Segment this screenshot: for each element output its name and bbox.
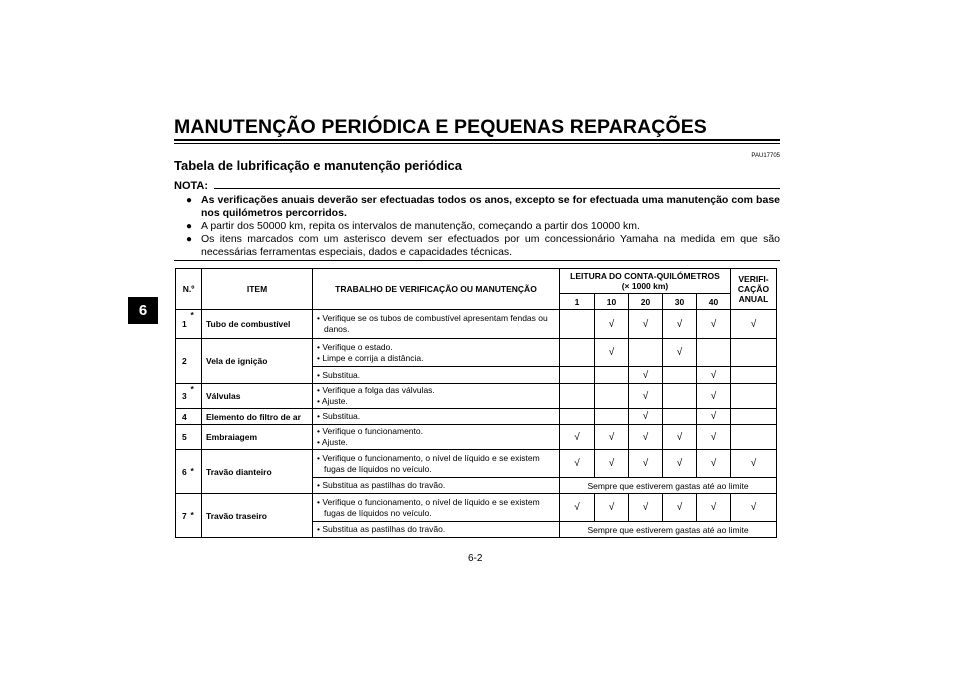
row-number: 1 [176, 310, 191, 339]
page-number: 6-2 [468, 553, 483, 564]
nota-item-text: As verificações anuais deverão ser efectuadas todos os anos, excepto se for efectuada uma manutenção com base nos quilómetros percorridos. [201, 194, 780, 219]
bullet-icon: ● [186, 195, 193, 206]
check-cell [560, 367, 595, 384]
asterisk: * [191, 494, 202, 538]
check-cell: √ [697, 450, 731, 478]
check-cell [560, 384, 595, 409]
check-cell: √ [663, 450, 697, 478]
table-row [176, 425, 777, 450]
check-cell: √ [560, 425, 595, 450]
check-cell [560, 310, 595, 339]
check-cell: √ [595, 425, 629, 450]
row-item: Tubo de combustível [202, 310, 313, 339]
check-cell: √ [663, 425, 697, 450]
check-cell: √ [697, 310, 731, 339]
check-cell: √ [663, 339, 697, 367]
row-work [313, 425, 560, 450]
header-odometer-unit: (× 1000 km) [621, 281, 669, 291]
header-odometer-label: LEITURA DO CONTA-QUILÓMETROS [570, 271, 720, 281]
check-cell: √ [629, 494, 663, 522]
check-cell [663, 384, 697, 409]
work-line: • Substitua as pastilhas do travão. [317, 524, 446, 534]
row-number: 7 [176, 494, 191, 538]
row-item: Vela de ignição [202, 339, 313, 384]
table-row [176, 339, 777, 367]
header-work: TRABALHO DE VERIFICAÇÃO OU MANUTENÇÃO [313, 269, 560, 310]
maintenance-table [175, 268, 777, 538]
row-number: 5 [176, 425, 191, 450]
check-cell [731, 339, 777, 367]
row-number: 3 [176, 384, 191, 409]
row-number: 4 [176, 409, 191, 425]
asterisk: * [191, 450, 202, 494]
check-cell [595, 409, 629, 425]
nota-end-rule [174, 260, 780, 261]
bullet-icon: ● [186, 221, 193, 232]
nota-item-text: Os itens marcados com um asterisco devem ser efectuados por um concessionário Yamaha na medida em que são necessárias ferramentas especiais, dados e capacidades técnicas. [201, 233, 780, 258]
nota-item-text: A partir dos 50000 km, repita os intervalos de manutenção, começando a partir dos 10000 km. [201, 220, 640, 232]
check-cell: √ [731, 310, 777, 339]
header-item: ITEM [202, 269, 313, 310]
header-interval: 10 [595, 294, 629, 310]
asterisk: * [191, 310, 202, 339]
check-cell: √ [697, 494, 731, 522]
row-work [313, 478, 560, 494]
page-title: MANUTENÇÃO PERIÓDICA E PEQUENAS REPARAÇÕES [174, 116, 707, 138]
nota-label: NOTA: [174, 180, 209, 192]
header-interval: 40 [697, 294, 731, 310]
check-cell: √ [595, 339, 629, 367]
table-row [176, 384, 777, 409]
asterisk [191, 409, 202, 425]
chapter-tab: 6 [128, 297, 158, 324]
check-cell [663, 367, 697, 384]
work-line: • Ajuste. [317, 437, 348, 447]
check-cell: √ [595, 450, 629, 478]
header-odometer [560, 269, 731, 294]
check-cell: √ [629, 310, 663, 339]
nota-item [186, 194, 780, 220]
work-line: • Substitua. [317, 369, 361, 380]
row-work [313, 494, 560, 522]
work-line: • Verifique o estado. [317, 341, 393, 352]
nota-rule [214, 188, 780, 189]
check-cell: √ [663, 494, 697, 522]
work-line: • Ajuste. [317, 396, 348, 406]
check-cell [731, 409, 777, 425]
row-work [313, 310, 560, 339]
check-cell: √ [697, 384, 731, 409]
header-annual: VERIFI-CAÇÃO ANUAL [731, 269, 777, 310]
title-rule [174, 139, 780, 141]
interval-note: Sempre que estiverem gastas até ao limite [560, 478, 777, 494]
check-cell [731, 367, 777, 384]
check-cell: √ [629, 409, 663, 425]
check-cell [697, 339, 731, 367]
check-cell [663, 409, 697, 425]
asterisk [191, 425, 202, 450]
work-line: • Verifique se os tubos de combustível apresentam fendas ou danos. [317, 313, 548, 334]
row-work [313, 384, 560, 409]
check-cell [595, 384, 629, 409]
check-cell: √ [560, 450, 595, 478]
work-line: • Verifique o funcionamento. [317, 426, 423, 436]
row-item: Travão dianteiro [202, 450, 313, 494]
check-cell [560, 409, 595, 425]
work-line: • Limpe e corrija a distância. [317, 352, 424, 363]
check-cell [560, 339, 595, 367]
work-line: • Verifique a folga das válvulas. [317, 385, 435, 395]
check-cell [629, 339, 663, 367]
row-work [313, 409, 560, 425]
row-work [313, 367, 560, 384]
row-number: 2 [176, 339, 191, 384]
row-item: Elemento do filtro de ar [202, 409, 313, 425]
work-line: • Substitua. [317, 411, 361, 421]
asterisk [191, 339, 202, 384]
header-interval: 1 [560, 294, 595, 310]
work-line: • Verifique o funcionamento, o nível de líquido e se existem fugas de líquidos no veículo. [317, 496, 540, 518]
document-code: PAU17705 [751, 153, 780, 159]
check-cell [731, 425, 777, 450]
check-cell: √ [663, 310, 697, 339]
row-work [313, 522, 560, 538]
check-cell: √ [697, 425, 731, 450]
header-interval: 30 [663, 294, 697, 310]
title-rule-thin [174, 143, 780, 144]
row-number: 6 [176, 450, 191, 494]
work-line: • Substitua as pastilhas do travão. [317, 480, 446, 490]
check-cell: √ [629, 425, 663, 450]
header-interval: 20 [629, 294, 663, 310]
check-cell: √ [731, 450, 777, 478]
bullet-icon: ● [186, 234, 193, 245]
check-cell: √ [629, 384, 663, 409]
nota-item [186, 233, 780, 259]
check-cell [595, 367, 629, 384]
check-cell: √ [595, 310, 629, 339]
check-cell: √ [629, 450, 663, 478]
check-cell: √ [731, 494, 777, 522]
interval-note: Sempre que estiverem gastas até ao limite [560, 522, 777, 538]
check-cell: √ [560, 494, 595, 522]
row-item: Travão traseiro [202, 494, 313, 538]
asterisk: * [191, 384, 202, 409]
table-row [176, 450, 777, 478]
section-title: Tabela de lubrificação e manutenção periódica [174, 158, 463, 173]
row-work [313, 339, 560, 367]
check-cell: √ [595, 494, 629, 522]
work-line: • Verifique o funcionamento, o nível de líquido e se existem fugas de líquidos no veículo. [317, 452, 540, 474]
check-cell: √ [629, 367, 663, 384]
row-item: Válvulas [202, 384, 313, 409]
row-item: Embraiagem [202, 425, 313, 450]
maintenance-table-wrap [175, 268, 777, 538]
check-cell: √ [697, 409, 731, 425]
row-work [313, 450, 560, 478]
header-no: N.º [176, 269, 202, 310]
table-row [176, 310, 777, 339]
nota-item [186, 220, 780, 233]
table-row [176, 494, 777, 522]
check-cell: √ [697, 367, 731, 384]
table-row [176, 409, 777, 425]
check-cell [731, 384, 777, 409]
